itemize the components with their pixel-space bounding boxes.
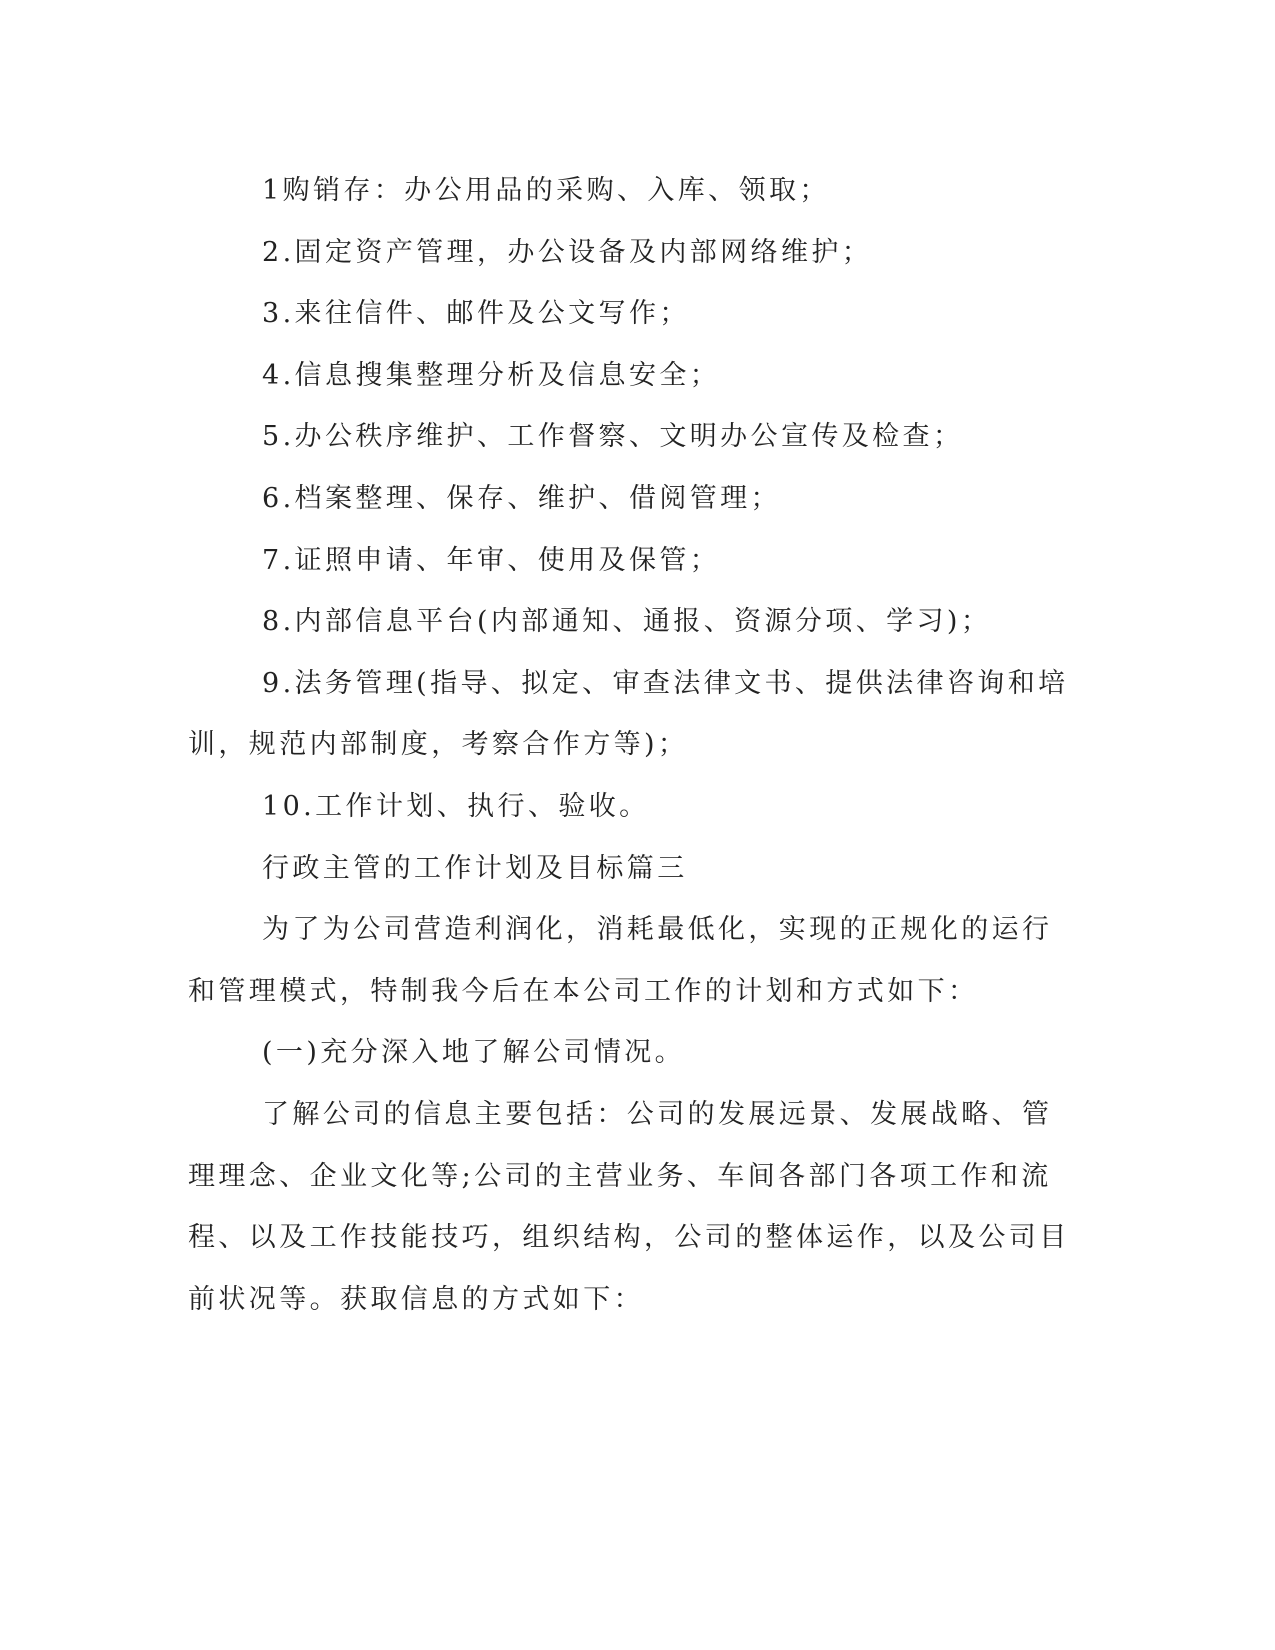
- paragraph-item-8: 8.内部信息平台(内部通知、通报、资源分项、学习)；: [262, 606, 992, 638]
- paragraph-item-5: 5.办公秩序维护、工作督察、文明办公宣传及检查；: [262, 421, 964, 453]
- paragraph-item-9: 9.法务管理(指导、拟定、审查法律文书、提供法律咨询和培训，规范内部制度，考察合作方等)；: [188, 667, 1069, 761]
- subsection-heading: (一)充分深入地了解公司情况。: [262, 1037, 686, 1069]
- section-heading: 行政主管的工作计划及目标篇三: [262, 852, 688, 884]
- paragraph-item-10: 10.工作计划、执行、验收。: [262, 790, 650, 822]
- intro-paragraph: 为了为公司营造利润化，消耗最低化，实现的正规化的运行和管理模式，特制我今后在本公司工作的计划和方式如下：: [188, 914, 1053, 1007]
- document-body: [188, 160, 1078, 1330]
- paragraph-item-1: 1购销存：办公用品的采购、入库、领取；: [262, 175, 830, 206]
- body-paragraph: 了解公司的信息主要包括：公司的发展远景、发展战略、管理理念、企业文化等;公司的主营业务、车间各部门各项工作和流程、以及工作技能技巧，组织结构，公司的整体运作，以及公司目前状况等。获取信息的方式如下：: [188, 1098, 1070, 1315]
- paragraph-item-7: 7.证照申请、年审、使用及保管；: [262, 544, 721, 576]
- paragraph-item-2: 2.固定资产管理，办公设备及内部网络维护；: [262, 236, 873, 268]
- paragraph-item-3: 3.来往信件、邮件及公文写作；: [262, 298, 690, 330]
- paragraph-item-6: 6.档案整理、保存、维护、借阅管理；: [262, 482, 781, 514]
- paragraph-item-4: 4.信息搜集整理分析及信息安全；: [262, 359, 721, 391]
